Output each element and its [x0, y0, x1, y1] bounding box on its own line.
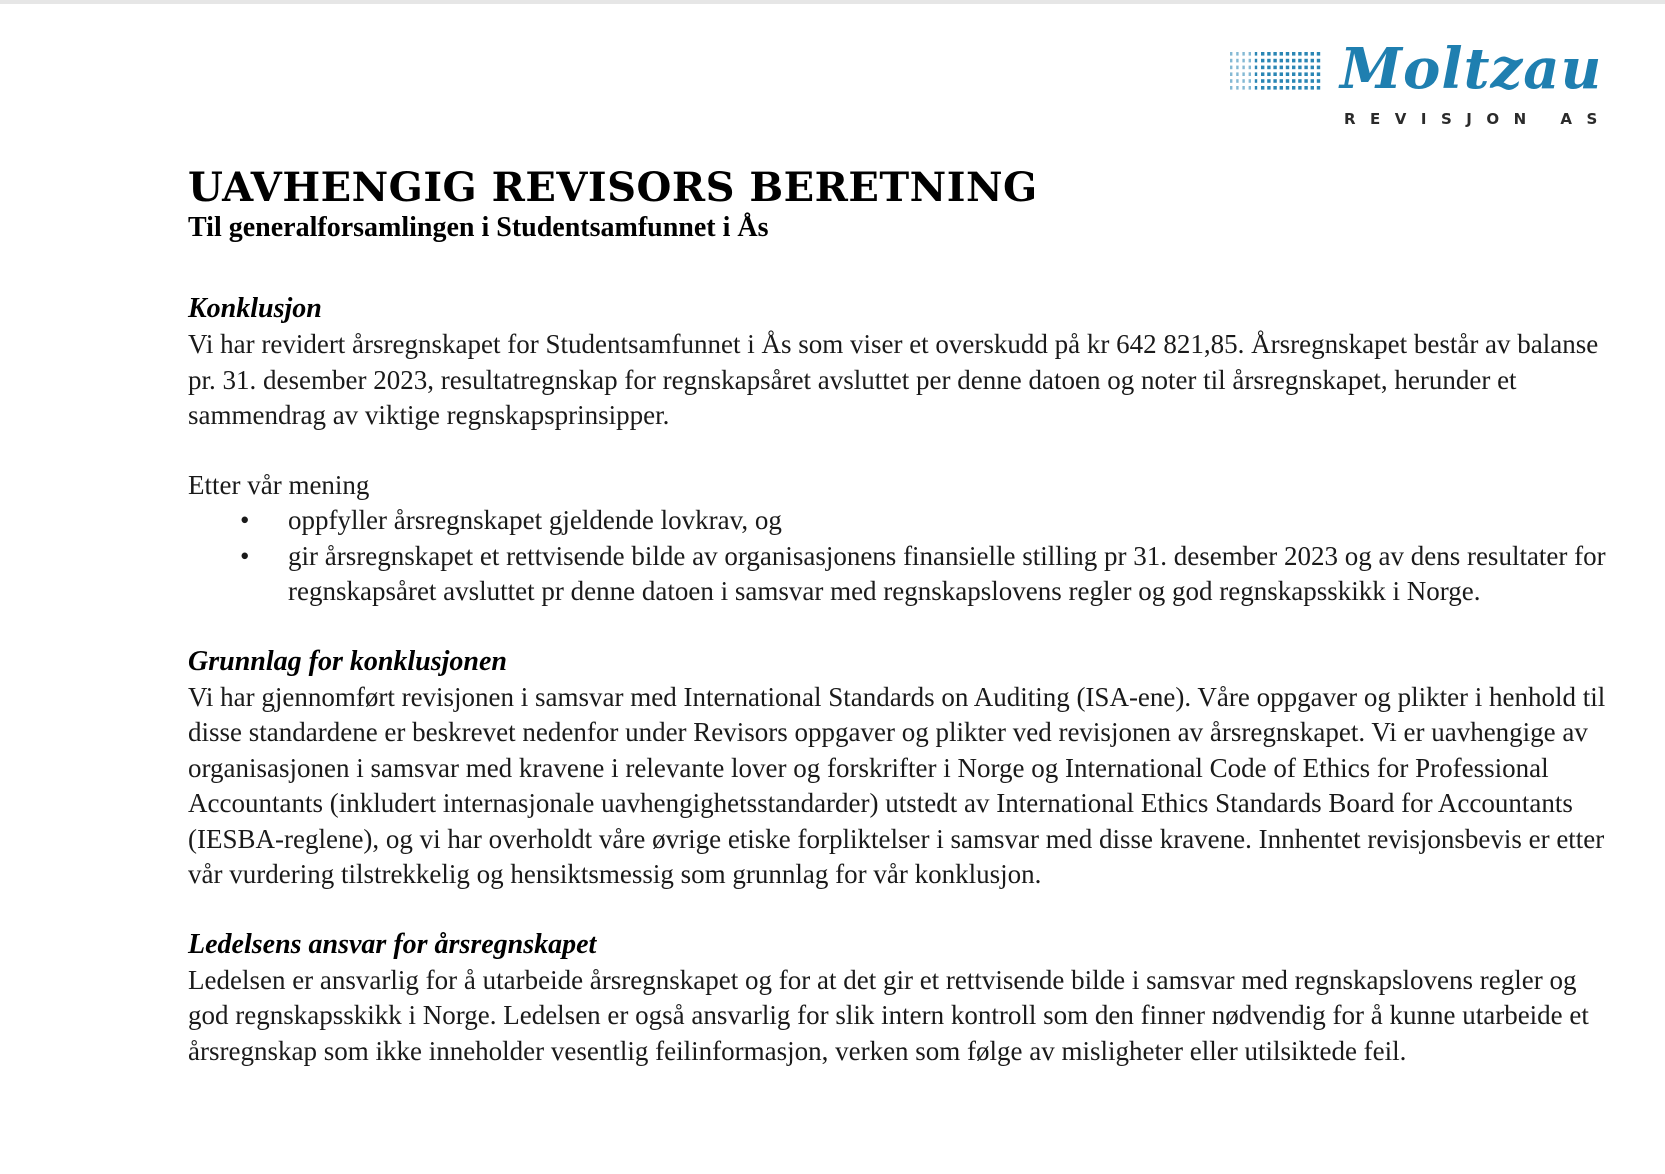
bullet-icon: • — [240, 540, 250, 571]
logo-subtitle: REVISJON AS — [1344, 110, 1612, 128]
section-paragraph: Vi har revidert årsregnskapet for Studentsamfunnet i Ås som viser et overskudd på kr 642 821,85. Årsregnskapet består av balanse pr. 31. desember 2023, resultatregnskap for regnskapsåret avsluttet per denne datoen og noter til årsregnskapet, herunder et sammendrag av viktige regnskapsprinsipper. — [188, 329, 1599, 430]
list-item — [188, 539, 1608, 610]
logo-dot-grid-icon — [1228, 50, 1328, 96]
section-paragraph: Vi har gjennomført revisjonen i samsvar med International Standards on Auditing (ISA-ene). Våre oppgaver og plikter i henhold til disse standardene er beskrevet nedenfor under Revisors oppgaver og plikter ved revisjonen av årsregnskapet. Vi er uavhengige av organisasjonen i samsvar med kravene i relevante lover og forskrifter i Norge og International Code of Ethics for Professional Accountants (inkludert internasjonale uavhengighetsstandarder) utstedt av International Ethics Standards Board for Accountants (IESBA-reglene), og vi har overholdt våre øvrige etiske forpliktelser i samsvar med disse kravene. Innhentet revisjonsbevis er etter vår vurdering tilstrekkelig og hensiktsmessig som grunnlag for vår konklusjon. — [188, 681, 1606, 889]
top-border — [0, 0, 1665, 4]
section-ledelsen — [188, 927, 1608, 1070]
section-grunnlag — [188, 644, 1608, 893]
page-crop-edge — [0, 1166, 1665, 1174]
list-item-text: gir årsregnskapet et rettvisende bilde av organisasjonens finansielle stilling pr 31. desember 2023 og av dens resultater for regnskapsåret avsluttet pr denne datoen i samsvar med regnskapslovens regler og god regnskapsskikk i Norge. — [288, 540, 1606, 606]
opinion-intro: Etter vår mening — [188, 469, 370, 500]
section-heading: Grunnlag for konklusjonen — [188, 645, 508, 677]
opinion-list — [188, 503, 1608, 610]
list-item-text: oppfyller årsregnskapet gjeldende lovkrav, og — [288, 505, 782, 535]
logo-wordmark: Moltzau — [1340, 36, 1603, 102]
list-item — [188, 503, 1608, 539]
bullet-icon: • — [240, 505, 250, 535]
section-paragraph: Ledelsen er ansvarlig for å utarbeide årsregnskapet og for at det gir et rettvisende bilde i samsvar med regnskapslovens regler og god regnskapsskikk i Norge. Ledelsen er også ansvarlig for slik intern kontroll som den finner nødvendig for å kunne utarbeide et årsregnskap som ikke inneholder vesentlig feilinformasjon, verken som følge av misligheter eller utilsiktede feil. — [188, 964, 1589, 1066]
section-heading: Konklusjon — [188, 293, 322, 324]
document-title: UAVHENGIG REVISORS BERETNING — [188, 164, 1038, 211]
section-heading: Ledelsens ansvar for årsregnskapet — [188, 928, 597, 960]
document-subtitle: Til generalforsamlingen i Studentsamfunnet i Ås — [188, 212, 769, 243]
document-body — [188, 165, 1608, 1069]
section-konklusjon — [188, 291, 1608, 610]
company-logo — [1228, 36, 1612, 135]
